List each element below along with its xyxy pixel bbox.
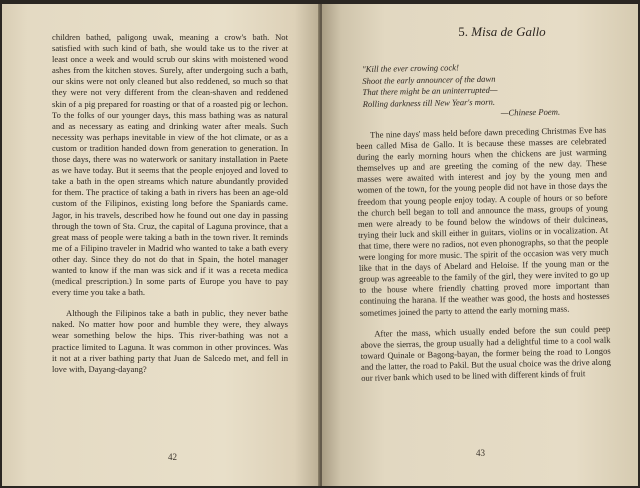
right-paragraph-2: After the mass, which usually ended before the sun could peep above the sierras, the group usually had a delightful time to a cool walk toward Quinale or Bagong-bayan, the former being the road to Longos and the latter, the road to Pakil. But the usual choice was the drive along our river bank which used to be lined with different kinds of fruit [360,323,612,383]
left-page-text [52,32,288,375]
verse-line-3: That there might be an uninterrupted— [362,84,498,97]
right-page-number: 43 [476,448,485,458]
verse-line-4: Rolling darkness till New Year's morn. [362,96,496,109]
chapter-number: 5. [458,24,469,39]
verse-line-2: Shoot the early announcer of the dawn [362,73,496,86]
right-page-text [356,125,611,384]
left-paragraph-2: Although the Filipinos take a bath in public, they never bathe naked. No matter how poor and humble they were, they always wear something below the hips. This river-bathing was not a practice limited to Laguna. It was common in other provinces. Was it not at a river bathing party that Juan de Salcedo met, and fell in love with, Dayang-dayang? [52,308,288,374]
epigraph-verse [362,60,583,121]
left-page [2,4,320,486]
right-paragraph-1: The nine days' mass held before dawn preceding Christmas Eve has been called Misa de Gallo. It is because these masses are celebrated during the early morning hours when the chickens are just warming themselves up and are greeting the coming of the new day. These masses were awaited with interest and joy by the young men and women of the town, for the young people did not have in those days the freedom that young people enjoy today. A couple of hours or so before the church bell began to toll and announce the mass, groups of young men were already to be found below the windows of their dulcineas, trying their luck and skill either in guitars, violins or in vocalization. At that time, there were no radios, not even phonographs, so that the people were longing for more music. The spirit of the occasion was very much like that in the days of Abelard and Heloise. If the young man or the group was agreeable to the family of the girl, they were invited to go up to the house where friendly chatting proved more important than continuing the harana. If the weather was good, the hosts and hostesses sometimes joined the party to attend the early morning mass. [356,124,610,318]
chapter-heading [412,24,592,40]
left-page-number: 42 [168,452,177,462]
left-paragraph-1: children bathed, paligong uwak, meaning a crow's bath. Not satisfied with such kind of bath, she would take us to the river at least once a week and would scrub our skins with moistened wood ashes from the kitchen stoves. Surely, after undergoing such a bath, our skins were not only cleaned but also reddened, so much so that they were not very different from the clean-shaven and reddened skin of a pig prepared for roasting or that of a roasted pig or lechon. To the folks of our younger days, this mass bathing was as natural and as necessary as eating and drinking water after meals. Such necessity was perhaps inevitable in view of the hot climate, or as a custom or tradition handed down from generation to generation. In those days, there was no waterwork or sanitary installation in Paete as we have today. But it seems that the people enjoyed and loved to take a bath in the open streams which nature abundantly provided for them. The practice of taking a bath in rivers has been an age-old custom of the Filipinos, existing long before the Spaniards came. Jagor, in his travels, described how he found out one day in passing through the town of Sta. Cruz, the capital of Laguna province, that a great mass of people were taking a bath in the town river. It reminds me of a Filipino traveler in Madrid who wanted to take a bath every other day. Since they do not do that in Spain, the hotel manager wanted to know if the man was sick and if it was a receta medica (medical prescription.) In some parts of Europe you have to pay every time you take a bath. [52,32,288,298]
right-page [322,4,638,486]
verse-line-1: "Kill the ever crowing cock! [362,62,460,74]
verse-attribution: —Chinese Poem. [500,106,561,118]
chapter-title: Misa de Gallo [471,24,546,39]
